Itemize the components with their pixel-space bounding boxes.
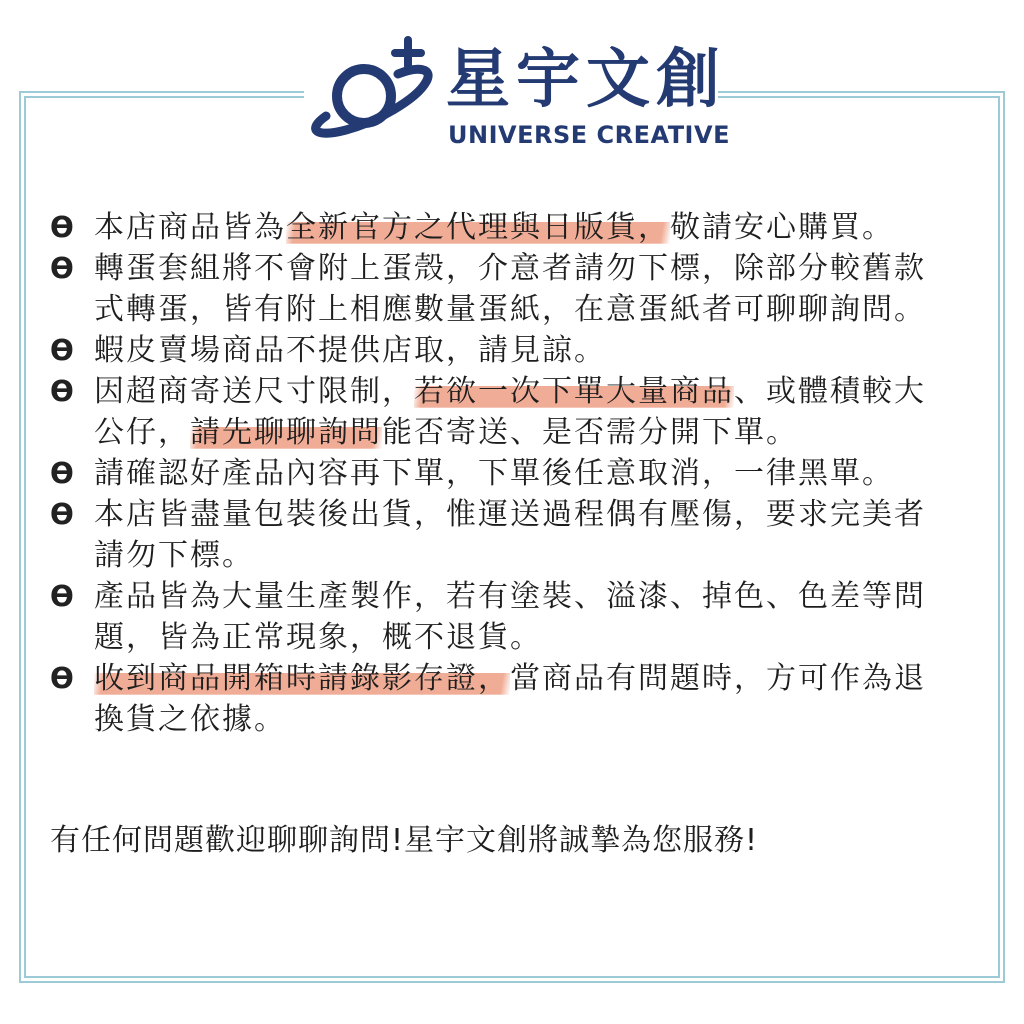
notice-text: 、或體積較大公仔， xyxy=(94,374,926,450)
planet-ring-plus-icon xyxy=(306,34,434,144)
brand-name-english: UNIVERSE CREATIVE xyxy=(448,121,730,149)
notice-text: 請確認好產品內容再下單，下單後任意取消，一律黑單。 xyxy=(94,456,894,491)
notice-text: 能否寄送、是否需分開下單。 xyxy=(382,415,798,450)
notice-text: 本店皆盡量包裝後出貨，惟運送過程偶有壓傷，要求完美者請勿下標。 xyxy=(94,497,926,573)
notice-text: 敬請安心購買。 xyxy=(670,210,894,245)
brand-name-chinese: 星宇文創 xyxy=(446,43,726,117)
notice-highlight: 請先聊聊詢問 xyxy=(190,415,382,450)
notice-text: 產品皆為大量生產製作，若有塗裝、溢漆、掉色、色差等問題，皆為正常現象，概不退貨。 xyxy=(94,579,926,655)
notice-text: 本店商品皆為 xyxy=(94,210,286,245)
brand-logo xyxy=(306,30,730,152)
notice-text: 蝦皮賣場商品不提供店取，請見諒。 xyxy=(94,333,606,368)
bullet-theta-icon: ϴ xyxy=(50,375,76,408)
notice-text: 當商品有問題時，方可作為退換貨之依據。 xyxy=(94,661,926,737)
notice-item-packaging xyxy=(50,494,950,576)
notice-item-cancel-blacklist xyxy=(50,453,950,494)
bullet-theta-icon: ϴ xyxy=(50,252,76,285)
notice-text: 因超商寄送尺寸限制， xyxy=(94,374,414,409)
closing-message: 有任何問題歡迎聊聊詢問!星宇文創將誠摯為您服務! xyxy=(50,823,759,858)
notice-item-shipping-size xyxy=(50,371,950,453)
store-notice-list xyxy=(50,207,950,740)
bullet-theta-icon: ϴ xyxy=(50,580,76,613)
notice-item-gacha-shell xyxy=(50,248,950,330)
bullet-theta-icon: ϴ xyxy=(50,334,76,367)
notice-item-no-store-pickup xyxy=(50,330,950,371)
bullet-theta-icon: ϴ xyxy=(50,457,76,490)
bullet-theta-icon: ϴ xyxy=(50,662,76,695)
notice-highlight: 收到商品開箱時請錄影存證， xyxy=(94,661,510,696)
notice-highlight: 若欲一次下單大量商品 xyxy=(414,374,734,409)
bullet-theta-icon: ϴ xyxy=(50,211,76,244)
notice-item-mass-production xyxy=(50,576,950,658)
notice-text: 轉蛋套組將不會附上蛋殼，介意者請勿下標，除部分較舊款式轉蛋，皆有附上相應數量蛋紙，在意蛋紙者可聊聊詢問。 xyxy=(94,251,926,327)
bullet-theta-icon: ϴ xyxy=(50,498,76,531)
notice-item-new-official xyxy=(50,207,950,248)
notice-item-unboxing-video xyxy=(50,658,950,740)
notice-highlight: 全新官方之代理與日版貨， xyxy=(286,210,670,245)
